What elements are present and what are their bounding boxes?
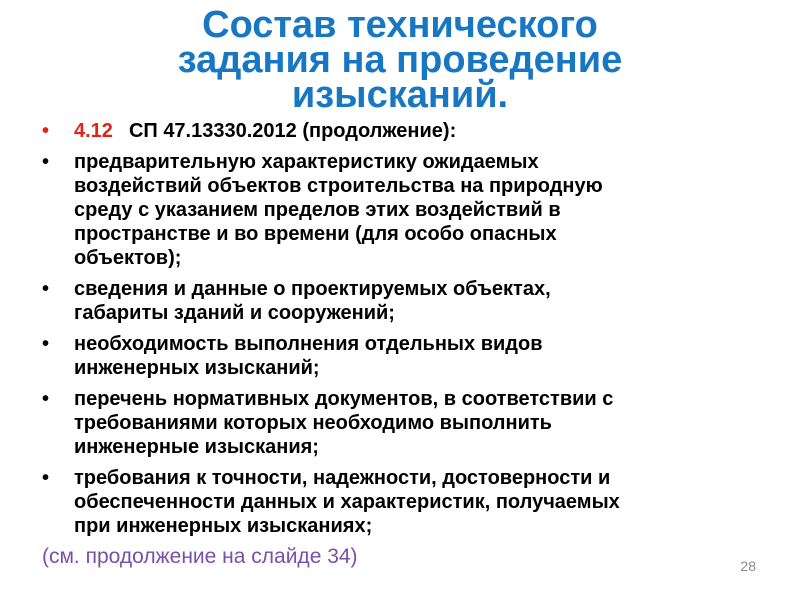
bullet-marker-icon: •	[42, 388, 50, 410]
bullet-text: сведения и данные о проектируемых объектах, габариты зданий и сооружений;	[74, 278, 551, 324]
list-item	[42, 466, 800, 538]
bullet-marker-icon: •	[42, 120, 50, 142]
section-number: 4.12	[74, 120, 113, 142]
bullet-marker-icon: •	[42, 151, 50, 173]
bullet-list	[42, 119, 800, 538]
list-item	[42, 119, 800, 143]
page-title: Состав технического задания на проведение изысканий.	[177, 4, 623, 116]
page-number: 28	[740, 558, 756, 574]
bullet-marker-icon: •	[42, 467, 50, 489]
list-item	[42, 332, 800, 380]
bullet-text: требования к точности, надежности, достоверности и обеспеченности данных и характеристик, получаемых при инженерных изысканиях;	[74, 467, 620, 537]
list-item	[42, 277, 800, 325]
bullet-text: перечень нормативных документов, в соответствии с требованиями которых необходимо выполнить инженерные изыскания;	[74, 388, 614, 458]
bullet-text: необходимость выполнения отдельных видов инженерных изысканий;	[74, 333, 543, 379]
bullet-text-body: СП 47.13330.2012 (продолжение):	[128, 120, 457, 142]
footnote: (см. продолжение на слайде 34)	[42, 545, 358, 568]
bullet-marker-icon: •	[42, 333, 50, 355]
bullet-marker-icon: •	[42, 278, 50, 300]
list-item	[42, 387, 800, 459]
bullet-text	[74, 119, 456, 143]
list-item	[42, 150, 800, 270]
bullet-text: предварительную характеристику ожидаемых воздействий объектов строительства на природную среду с указанием пределов этих воздействий в пространстве и во времени (для особо опасных объектов);	[74, 151, 603, 269]
